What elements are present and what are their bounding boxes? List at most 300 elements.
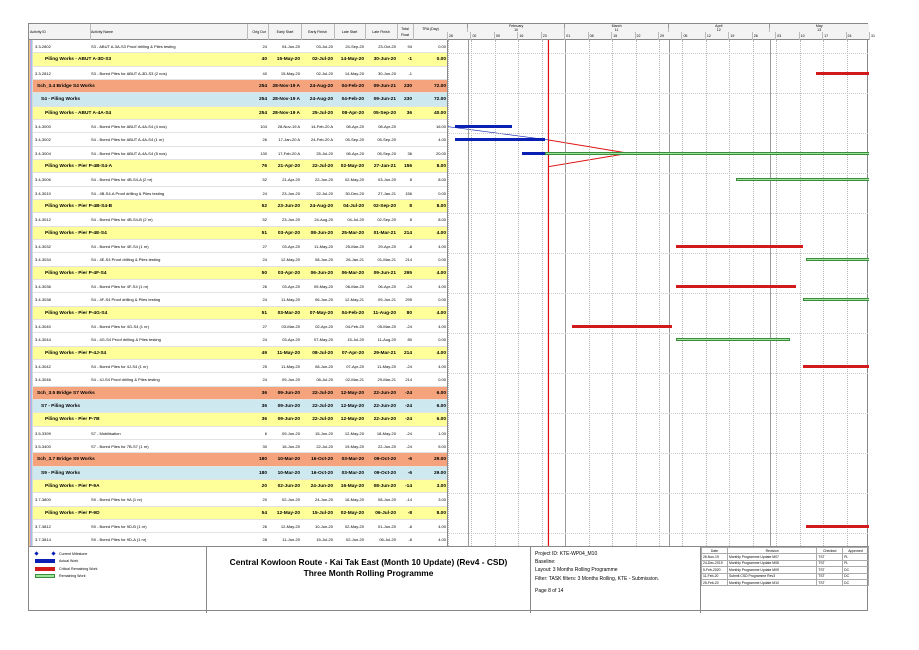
tra-days: 1.00 [438, 430, 446, 436]
early-finish: 14-Feb-20 A [310, 123, 333, 129]
early-finish: 11-May-20 [314, 243, 333, 249]
early-start: 03-Apr-20 [282, 337, 300, 343]
orig-duration: 130 [260, 150, 267, 156]
activity-name: S4 - Bored Piles for ABUT A-4A-S4 (1 nr) [91, 137, 164, 143]
total-float: -6 [407, 470, 412, 476]
early-start: 03-Mar-20 [281, 323, 300, 329]
actual-work-bar[interactable] [455, 138, 545, 141]
wbs-group-row[interactable] [29, 200, 447, 213]
col-late-start[interactable]: Late Start [341, 30, 358, 34]
total-float: -14 [405, 483, 412, 489]
tra-days: 4.00 [438, 537, 446, 543]
wbs-group-row[interactable] [29, 107, 447, 120]
critical-work-bar[interactable] [676, 285, 797, 288]
late-finish: 22-Jun-20 [373, 390, 396, 396]
rev-header-date: Date [702, 548, 728, 554]
tra-days: 4.00 [438, 283, 446, 289]
late-start: 02-Mar-21 [345, 377, 364, 383]
project-info [531, 547, 701, 613]
activity-name: Piling Works - Pier P-7B [45, 417, 100, 423]
total-float: -24 [405, 417, 412, 423]
row-gridline [448, 493, 869, 494]
week-label: 22 [635, 32, 658, 40]
activity-row[interactable] [29, 280, 447, 293]
row-gridline [448, 413, 869, 414]
early-finish: 06-Jun-20 [314, 297, 333, 303]
rev-date: 5-Feb-2020 [702, 567, 728, 573]
tra-days: 8.00 [438, 217, 446, 223]
activity-id: 3.4-3044 [35, 337, 51, 343]
activity-name: Sch_3.5 Bridge S7 Works [37, 390, 95, 396]
critical-work-bar[interactable] [676, 245, 803, 248]
wbs-group-row[interactable] [29, 93, 447, 106]
total-float [397, 133, 413, 146]
activity-id: 3.4-3038 [35, 297, 51, 303]
week-label: 08 [588, 32, 611, 40]
col-early-start[interactable]: Early Start [276, 30, 294, 34]
early-finish: 16-Oct-20 [311, 470, 333, 476]
activity-row[interactable] [29, 120, 447, 133]
period-number: 13 [769, 28, 869, 32]
tra-days: 20.00 [435, 150, 446, 156]
week-label: 15 [611, 32, 634, 40]
rev-checked: TST [817, 573, 843, 579]
row-gridline [448, 533, 869, 534]
late-start: 06-Mar-20 [341, 270, 364, 276]
wbs-group-row[interactable] [29, 400, 447, 413]
late-start: 02-May-20 [344, 523, 364, 529]
orig-duration: 20 [261, 483, 267, 489]
activity-name: S4 - Bored Piles for ABUT A-4A-S4 (5 nos) [91, 150, 167, 156]
tra-days: 0.00 [438, 337, 446, 343]
early-finish: 22-Jul-20 [312, 417, 333, 423]
late-finish: 05-Sep-20 [377, 150, 396, 156]
week-label: 05 [681, 32, 704, 40]
late-finish: 29-Apr-20 [378, 243, 396, 249]
early-finish: 15-Jul-20 [316, 537, 333, 543]
early-start: 15-May-20 [276, 57, 300, 63]
tra-days: 8.00 [436, 510, 446, 516]
late-start: 12-May-21 [344, 297, 364, 303]
week-label: 19 [728, 32, 751, 40]
col-tra[interactable]: TRA (Day) [422, 27, 439, 31]
total-float [397, 120, 413, 133]
activity-id: 3.4-3002 [35, 137, 51, 143]
col-orig-dur[interactable]: Orig Dur [252, 30, 266, 34]
tra-days: 6.00 [436, 390, 446, 396]
early-finish: 25-Jul-20 [312, 110, 333, 116]
orig-duration: 52 [262, 217, 267, 223]
tra-days: 16.00 [435, 123, 446, 129]
late-start: 04-Feb-20 [341, 97, 364, 103]
activity-row[interactable] [29, 133, 447, 146]
early-start: 17-Feb-20 A [277, 150, 300, 156]
total-float: 230 [403, 83, 412, 89]
actual-work-bar[interactable] [455, 125, 512, 128]
early-finish: 25-Jul-20 [316, 150, 333, 156]
late-finish: 29-Mar-21 [377, 377, 396, 383]
tra-days: 29.00 [433, 470, 446, 476]
orig-duration: 26 [262, 283, 267, 289]
activity-table [29, 40, 447, 546]
activity-row[interactable] [29, 520, 447, 533]
early-start: 09-Jun-20 [277, 403, 300, 409]
total-float: 214 [403, 230, 412, 236]
milestone-icon [35, 552, 55, 556]
tra-days: 4.00 [436, 270, 446, 276]
late-start: 04-Feb-20 [341, 83, 364, 89]
wbs-group-row[interactable] [29, 467, 447, 480]
activity-row[interactable] [29, 493, 447, 506]
activity-name: S4 - Bored Piles for 4B-S4-A (2 nr) [91, 177, 153, 183]
orig-duration: 104 [260, 123, 267, 129]
remaining-work-bar[interactable] [803, 298, 869, 301]
late-start: 02-May-20 [344, 177, 364, 183]
legend-item [35, 565, 97, 572]
orig-duration: 24 [262, 337, 267, 343]
activity-row[interactable] [29, 533, 447, 546]
orig-duration: 180 [258, 457, 267, 463]
late-start: 05-Sep-20 [345, 137, 364, 143]
orig-duration: 24 [262, 44, 267, 49]
orig-duration: 30 [262, 443, 267, 449]
orig-duration: 36 [261, 390, 267, 396]
activity-name: S4 - Bored Piles for 4F-S4 (1 nr) [91, 283, 149, 289]
col-activity-id[interactable]: Activity ID [30, 30, 46, 34]
early-finish: 02-Jul-20 [316, 70, 333, 76]
late-finish: 11-May-20 [377, 363, 396, 369]
legend-item [35, 550, 87, 557]
orig-duration: 24 [262, 190, 267, 196]
wbs-group-row[interactable] [29, 413, 447, 426]
tra-days: 4.00 [436, 310, 446, 316]
late-finish: 06-Apr-20 [378, 283, 396, 289]
activity-row[interactable] [29, 187, 447, 200]
tra-days: 8.00 [438, 177, 446, 183]
orig-duration: 180 [258, 470, 267, 476]
tra-days: 3.00 [438, 497, 446, 503]
week-label: 26 [752, 32, 775, 40]
total-float: -8 [408, 537, 412, 543]
late-finish: 05-Mar-20 [377, 323, 396, 329]
legend [29, 547, 207, 613]
late-start: 06-Mar-20 [345, 283, 364, 289]
orig-duration: 6 [264, 430, 267, 436]
week-label: 17 [822, 32, 845, 40]
early-start: 11-May-20 [281, 297, 300, 303]
activity-id: 3.3-2812 [35, 70, 51, 76]
total-float: 80 [406, 310, 412, 316]
late-finish: 05-Sep-20 [373, 110, 396, 116]
rev-header-revision: Revision [727, 548, 816, 554]
late-start: 14-May-20 [344, 70, 364, 76]
activity-name: S9 - Piling Works [41, 470, 81, 476]
row-gridline [448, 173, 869, 174]
week-label: 12 [705, 32, 728, 40]
orig-duration: 254 [258, 110, 267, 116]
col-activity-name[interactable]: Activity Name [91, 30, 113, 34]
activity-row[interactable] [29, 427, 447, 440]
early-start: 23-Jun-20 [281, 190, 300, 196]
early-finish: 22-Jul-20 [312, 163, 333, 169]
wbs-group-row[interactable] [29, 347, 447, 360]
early-start: 11-Jun-20 [282, 537, 300, 543]
late-start: 15-Jul-20 [347, 337, 364, 343]
activity-name: S4 - Bored Piles for 4G-S4 (1 nr) [91, 323, 150, 329]
activity-row[interactable] [29, 440, 447, 453]
activity-row[interactable] [29, 293, 447, 306]
project-layout: Layout: 3 Months Rolling Programme [535, 567, 618, 574]
wbs-group-row[interactable] [29, 507, 447, 520]
total-float: 295 [405, 297, 412, 303]
late-finish: 23-Oct-20 [378, 44, 396, 49]
rev-approved: DC [843, 567, 869, 573]
early-finish: 08-Jun-20 [314, 363, 333, 369]
late-finish: 05-Sep-20 [377, 137, 396, 143]
early-start: 11-May-20 [277, 350, 300, 356]
legend-item [35, 573, 86, 580]
month-label: May [769, 24, 869, 28]
activity-name: Piling Works - Pier P-9A [45, 483, 100, 489]
early-finish: 08-Jun-20 [314, 257, 333, 263]
rev-checked: TST [817, 579, 843, 585]
activity-id: 3.4-3006 [35, 177, 51, 183]
activity-name: S7 - Bored Piles for 7B-S7 (1 nr) [91, 443, 149, 449]
tra-days: 8.00 [436, 163, 446, 169]
total-float: -24 [406, 430, 412, 436]
late-start: 02-Jun-20 [345, 537, 364, 543]
early-start: 10-Mar-20 [277, 470, 300, 476]
total-float: 94 [407, 44, 412, 49]
rev-header-approved: Approved [843, 548, 869, 554]
activity-name: S9 - Bored Piles for 9D-B (1 nr) [91, 523, 147, 529]
orig-duration: 52 [262, 177, 267, 183]
orig-duration: 40 [261, 57, 267, 63]
late-start: 04-Feb-20 [341, 310, 364, 316]
activity-row[interactable] [29, 173, 447, 186]
schedule-sheet [28, 23, 875, 611]
late-finish: 03-Jun-20 [377, 177, 396, 183]
activity-row[interactable] [29, 360, 447, 373]
activity-id: 3.4-3012 [35, 217, 51, 223]
early-start: 12-May-20 [280, 257, 300, 263]
orig-duration: 25 [262, 363, 267, 369]
wbs-group-row[interactable] [29, 480, 447, 493]
critical-work-bar[interactable] [803, 365, 869, 368]
activity-id: 3.4-3004 [35, 150, 51, 156]
footer [29, 546, 869, 612]
total-float: -1 [408, 70, 412, 76]
tra-days: 0.00 [438, 297, 446, 303]
late-finish: 11-Aug-20 [373, 310, 396, 316]
tra-days: 3.00 [436, 483, 446, 489]
early-finish: 22-Jul-20 [312, 403, 333, 409]
col-early-finish[interactable]: Early Finish [308, 30, 327, 34]
activity-id: 3.4-3032 [35, 243, 51, 249]
early-finish: 03-Jul-20 [316, 44, 333, 49]
wbs-group-row[interactable] [29, 80, 447, 93]
early-finish: 22-Jun-20 [314, 177, 333, 183]
late-finish: 30-Jun-20 [373, 57, 396, 63]
early-start: 09-Jun-20 [277, 417, 300, 423]
activity-id: 3.4-3040 [35, 323, 51, 329]
total-float: 214 [403, 350, 412, 356]
activity-name: S4 - Bored Piles for ABUT A-4A-S4 (4 nos) [91, 123, 167, 129]
activity-row[interactable] [29, 67, 447, 80]
wbs-group-row[interactable] [29, 227, 447, 240]
critical-work-bar[interactable] [806, 525, 869, 528]
wbs-group-row[interactable] [29, 387, 447, 400]
row-gridline [448, 53, 869, 54]
tra-days: 4.00 [438, 323, 446, 329]
total-float: 156 [403, 163, 412, 169]
tra-days: 6.00 [436, 417, 446, 423]
activity-row[interactable] [29, 320, 447, 333]
rev-date: 26-Nov-19 [702, 554, 728, 560]
actual-swatch [35, 559, 55, 563]
title-line-2: Three Month Rolling Programme [303, 568, 434, 578]
early-start: 02-Jun-20 [281, 497, 300, 503]
activity-row[interactable] [29, 213, 447, 226]
activity-name: S9 - Bored Piles for 9D-A (1 nr) [91, 537, 147, 543]
orig-duration: 36 [261, 417, 267, 423]
early-finish: 09-May-20 [313, 283, 333, 289]
late-start: 08-Apr-20 [346, 123, 364, 129]
tra-days: 29.00 [433, 457, 446, 463]
period-number: 11 [564, 28, 668, 32]
legend-label: Remaining Work [59, 574, 86, 578]
total-float: 36 [406, 110, 412, 116]
early-start: 11-May-20 [281, 363, 300, 369]
early-finish: 08-Jul-20 [312, 350, 333, 356]
month-label: April [668, 24, 768, 28]
late-start: 04-Jul-20 [343, 203, 364, 209]
row-gridline [448, 93, 869, 94]
activity-name: S4 - 4B-S4-A Proof drilling & Piles testing [91, 190, 165, 196]
wbs-group-row[interactable] [29, 453, 447, 466]
total-float: -6 [407, 457, 412, 463]
total-float: 8 [409, 203, 412, 209]
early-start: 09-Jun-20 [281, 377, 300, 383]
orig-duration: 24 [262, 377, 267, 383]
early-start: 28-Nov-19 A [277, 123, 300, 129]
activity-name: Sch_3.4 Bridge S4 Works [37, 83, 95, 89]
remaining-work-bar[interactable] [676, 338, 790, 341]
late-start: 19-May-20 [344, 443, 364, 449]
rev-checked: TST [817, 554, 843, 560]
rev-approved: PL [843, 560, 869, 566]
activity-name: S9 - Bored Piles for 9A (1 nr) [91, 497, 143, 503]
activity-name: S7 - Piling Works [41, 403, 81, 409]
late-finish: 08-Jun-20 [373, 483, 396, 489]
activity-name: S4 - 4F-S4 Proof drilling & Piles testing [91, 297, 161, 303]
activity-name: Piling Works - Pier P-4J-S4 [45, 350, 107, 356]
orig-duration: 76 [261, 163, 267, 169]
late-start: 07-Apr-20 [346, 363, 364, 369]
remaining-work-bar[interactable] [736, 178, 869, 181]
early-finish: 02-Apr-20 [315, 323, 333, 329]
activity-row[interactable] [29, 40, 447, 53]
activity-id: 3.3-2802 [35, 44, 51, 49]
tra-days: 4.00 [438, 523, 446, 529]
revision-row [702, 579, 869, 585]
late-finish: 09-Jun-21 [373, 83, 396, 89]
late-finish: 09-Oct-20 [374, 457, 396, 463]
early-finish: 16-Oct-20 [311, 457, 333, 463]
early-start: 28-Nov-19 A [272, 83, 300, 89]
wbs-group-row[interactable] [29, 307, 447, 320]
activity-row[interactable] [29, 240, 447, 253]
early-finish: 22-Jul-20 [312, 390, 333, 396]
remaining-work-bar[interactable] [545, 152, 869, 155]
week-label: 23 [541, 32, 564, 40]
activity-row[interactable] [29, 373, 447, 386]
wbs-group-row[interactable] [29, 267, 447, 280]
early-finish: 24-Jun-20 [314, 497, 333, 503]
early-finish: 24-Aug-20 [309, 97, 333, 103]
critical-work-bar[interactable] [572, 325, 672, 328]
tra-days: 40.00 [433, 110, 446, 116]
total-float: 214 [405, 257, 412, 263]
wbs-group-row[interactable] [29, 53, 447, 66]
late-start: 24-Sep-20 [345, 44, 364, 49]
late-start: 25-Mar-20 [345, 243, 364, 249]
week-label: 16 [517, 32, 540, 40]
rev-date: 11-Feb-20 [702, 573, 728, 579]
late-finish: 30-Jun-20 [377, 70, 396, 76]
tra-days: 0.00 [438, 257, 446, 263]
early-finish: 07-May-20 [313, 337, 333, 343]
early-start: 03-Apr-20 [277, 270, 300, 276]
activity-row[interactable] [29, 147, 447, 160]
title-block [207, 547, 531, 613]
activity-name: Piling Works - ABUT A-4A-S4 [45, 110, 112, 116]
rev-approved: PL [843, 554, 869, 560]
critical-work-bar[interactable] [816, 72, 869, 75]
legend-label: Actual Work [59, 559, 79, 563]
late-finish: 02-Sep-20 [377, 217, 396, 223]
total-float: -24 [406, 283, 412, 289]
wbs-group-row[interactable] [29, 160, 447, 173]
project-filter: Filter: TASK filters: 3 Months Rolling, KTE - Submission. [535, 575, 660, 582]
activity-row[interactable] [29, 253, 447, 266]
activity-name: S4 - Bored Piles for 4B-S4-B (2 nr) [91, 217, 153, 223]
gantt-chart [447, 40, 869, 546]
col-late-finish[interactable]: Late Finish [372, 30, 390, 34]
late-finish: 01-Jun-20 [377, 523, 396, 529]
row-gridline [448, 373, 869, 374]
activity-row[interactable] [29, 333, 447, 346]
early-finish: 24-Feb-20 A [310, 137, 333, 143]
col-total-float[interactable]: Total Float [401, 27, 409, 37]
project-id: Project ID: KTE-WP04_M10 [535, 551, 598, 557]
early-start: 21-Apr-20 [282, 177, 300, 183]
activity-name: S3 - Bored Piles for ABUT A-3D-S3 (2 nos) [91, 70, 167, 76]
remaining-work-bar[interactable] [806, 258, 869, 261]
late-start: 04-Feb-20 [345, 323, 364, 329]
late-finish: 27-Jan-21 [377, 190, 396, 196]
actual-work-bar[interactable] [522, 152, 545, 155]
rev-description: Monthly Programme Update M08 [727, 560, 816, 566]
activity-id: 3.4-3036 [35, 283, 51, 289]
legend-item [35, 558, 78, 565]
tra-days: 72.00 [433, 97, 446, 103]
orig-duration: 36 [261, 403, 267, 409]
week-label: 09 [494, 32, 517, 40]
early-start: 28-Nov-19 A [272, 110, 300, 116]
activity-name: S4 - 4E-S4 Proof drilling & Piles testing [91, 257, 161, 263]
late-start: 14-May-20 [340, 57, 364, 63]
